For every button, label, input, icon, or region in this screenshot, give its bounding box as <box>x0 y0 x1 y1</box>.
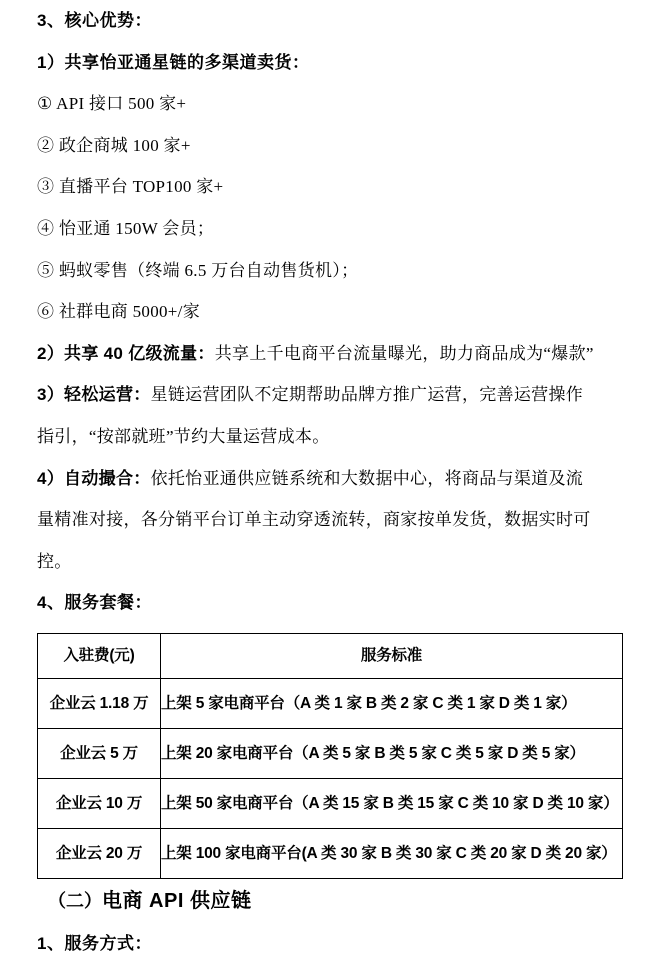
paragraph-shared-traffic-lead: 2）共享 40 亿级流量： <box>37 343 215 363</box>
paragraph-shared-traffic <box>37 333 627 375</box>
channel-item-members: ④ 怡亚通 150W 会员； <box>37 218 215 238</box>
table-header-row <box>38 633 623 678</box>
standard-cell: 上架 20 家电商平台（A 类 5 家 B 类 5 家 C 类 5 家 D 类 5 家） <box>161 728 623 778</box>
standard-cell: 上架 5 家电商平台（A 类 1 家 B 类 2 家 C 类 1 家 D 类 1 家） <box>161 678 623 728</box>
column-header-entry-fee: 入驻费(元) <box>38 633 161 678</box>
paragraph-easy-ops-line2: 指引，“按部就班”节约大量运营成本。 <box>37 426 330 446</box>
fee-cell: 企业云 10 万 <box>38 778 161 828</box>
service-packages-table <box>37 633 623 879</box>
table-row <box>38 778 623 828</box>
channel-item-api: ① API 接口 500 家+ <box>37 94 187 114</box>
fee-cell: 企业云 5 万 <box>38 728 161 778</box>
standard-cell: 上架 100 家电商平台(A 类 30 家 B 类 30 家 C 类 20 家 D 类 20 家） <box>161 828 623 878</box>
channel-item-livestream: ③ 直播平台 TOP100 家+ <box>37 177 224 197</box>
paragraph-easy-ops-line1 <box>37 374 627 416</box>
channel-item-gov-mall: ② 政企商城 100 家+ <box>37 135 191 155</box>
heading-core-advantages: 3、核心优势： <box>37 11 152 30</box>
paragraph-auto-match-line2: 量精准对接，各分销平台订单主动穿透流转，商家按单发货，数据实时可 <box>37 510 591 530</box>
fee-cell: 企业云 20 万 <box>38 828 161 878</box>
standard-cell: 上架 50 家电商平台（A 类 15 家 B 类 15 家 C 类 10 家 D 类 10 家） <box>161 778 623 828</box>
paragraph-auto-match-lead: 4）自动撮合： <box>37 468 151 488</box>
channel-item-community-ecommerce: ⑥ 社群电商 5000+/家 <box>37 302 201 322</box>
channel-item-ant-retail: ⑤ 蚂蚁零售（终端 6.5 万台自动售货机）； <box>37 260 359 280</box>
section-number: （二） <box>48 890 102 911</box>
subheading-multichannel-sales: 1）共享怡亚通星链的多渠道卖货： <box>37 52 310 72</box>
paragraph-auto-match-line1 <box>37 458 627 500</box>
paragraph-shared-traffic-text: 共享上千电商平台流量曝光，助力商品成为“爆款” <box>214 343 594 363</box>
table-row <box>38 828 623 878</box>
table-row <box>38 678 623 728</box>
paragraph-auto-match-text1: 依托怡亚通供应链系统和大数据中心，将商品与渠道及流 <box>150 468 584 488</box>
section-heading-ecommerce-api <box>37 880 627 923</box>
heading-service-mode: 1、服务方式： <box>37 933 152 953</box>
section-title: 电商 API 供应链 <box>102 889 252 912</box>
column-header-service-standard: 服务标准 <box>161 633 623 678</box>
paragraph-auto-match-line3: 控。 <box>37 551 72 571</box>
table-row <box>38 728 623 778</box>
paragraph-easy-ops-text1: 星链运营团队不定期帮助品牌方推广运营，完善运营操作 <box>150 385 584 405</box>
paragraph-easy-ops-lead: 3）轻松运营： <box>37 385 151 405</box>
fee-cell: 企业云 1.18 万 <box>38 678 161 728</box>
heading-service-packages: 4、服务套餐： <box>37 593 152 613</box>
